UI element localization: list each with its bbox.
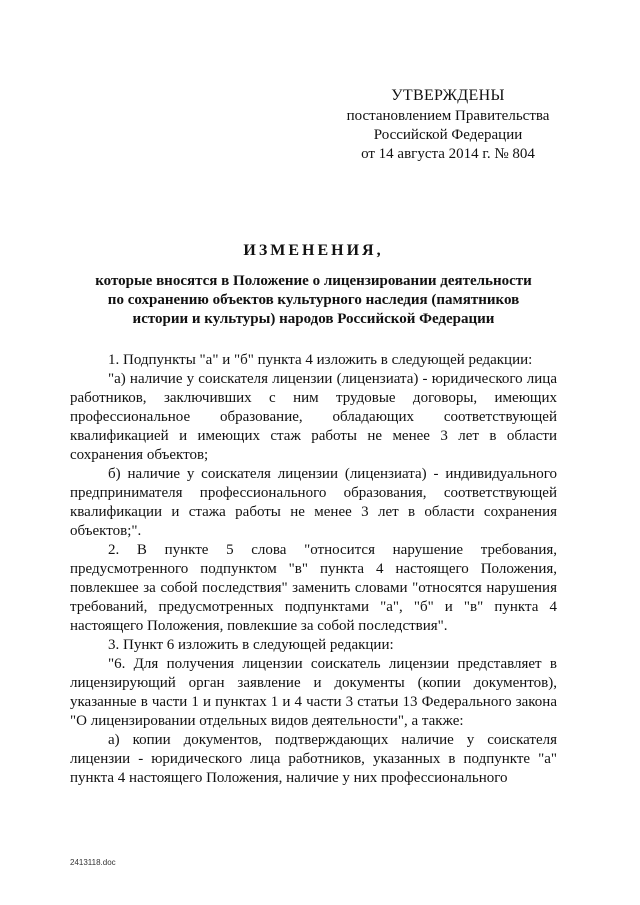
approval-block bbox=[338, 86, 558, 164]
document-title bbox=[70, 241, 557, 329]
document-body bbox=[70, 351, 557, 788]
title-main: ИЗМЕНЕНИЯ, bbox=[243, 242, 384, 259]
paragraph: "а) наличие у соискателя лицензии (лицензиата) - юридического лица работников, заключивших с ним трудовые договоры, имеющих профессиональное образование, обладающих соответствующей квалификацией и имеющих стаж работы не менее 3 лет в области сохранения объектов; bbox=[70, 371, 557, 463]
paragraph: а) копии документов, подтверждающих наличие у соискателя лицензии - юридического лица работников, указанных в подпункте "а" пункта 4 настоящего Положения, наличие у них профессионального bbox=[70, 732, 557, 786]
paragraph: б) наличие у соискателя лицензии (лицензиата) - индивидуального предпринимателя профессионального образования, соответствующей квалификации и стажа работы не менее 3 лет в области сохранения объектов;". bbox=[70, 466, 557, 539]
footer-file-name: 2413118.doc bbox=[70, 858, 116, 867]
title-subtitle-line-2: по сохранению объектов культурного наследия (памятников bbox=[107, 292, 520, 308]
approval-line-2: Российской Федерации bbox=[373, 127, 523, 143]
title-subtitle-line-1: которые вносятся в Положение о лицензировании деятельности bbox=[95, 273, 532, 289]
title-subtitle-line-3: истории и культуры) народов Российской Федерации bbox=[132, 311, 495, 327]
paragraph: "6. Для получения лицензии соискатель лицензии представляет в лицензирующий орган заявление и документы (копии документов), указанные в части 1 и пунктах 1 и 4 части 3 статьи 13 Федерального закона "О лицензировании отдельных видов деятельности", а также: bbox=[70, 656, 557, 729]
approval-line-1: постановлением Правительства bbox=[346, 108, 550, 124]
paragraph: 2. В пункте 5 слова "относится нарушение требования, предусмотренного подпунктом "в" пункта 4 настоящего Положения, повлекшее за собой последствия" заменить словами "относятся нарушения требований, предусмотренных подпунктами "а", "б" и "в" пункта 4 настоящего Положения, повлекшие за собой последствия". bbox=[70, 542, 557, 634]
approval-heading: УТВЕРЖДЕНЫ bbox=[391, 87, 505, 104]
approval-line-3: от 14 августа 2014 г. № 804 bbox=[361, 146, 535, 162]
paragraph: 3. Пункт 6 изложить в следующей редакции: bbox=[108, 637, 394, 653]
paragraph: 1. Подпункты "а" и "б" пункта 4 изложить в следующей редакции: bbox=[108, 352, 533, 368]
